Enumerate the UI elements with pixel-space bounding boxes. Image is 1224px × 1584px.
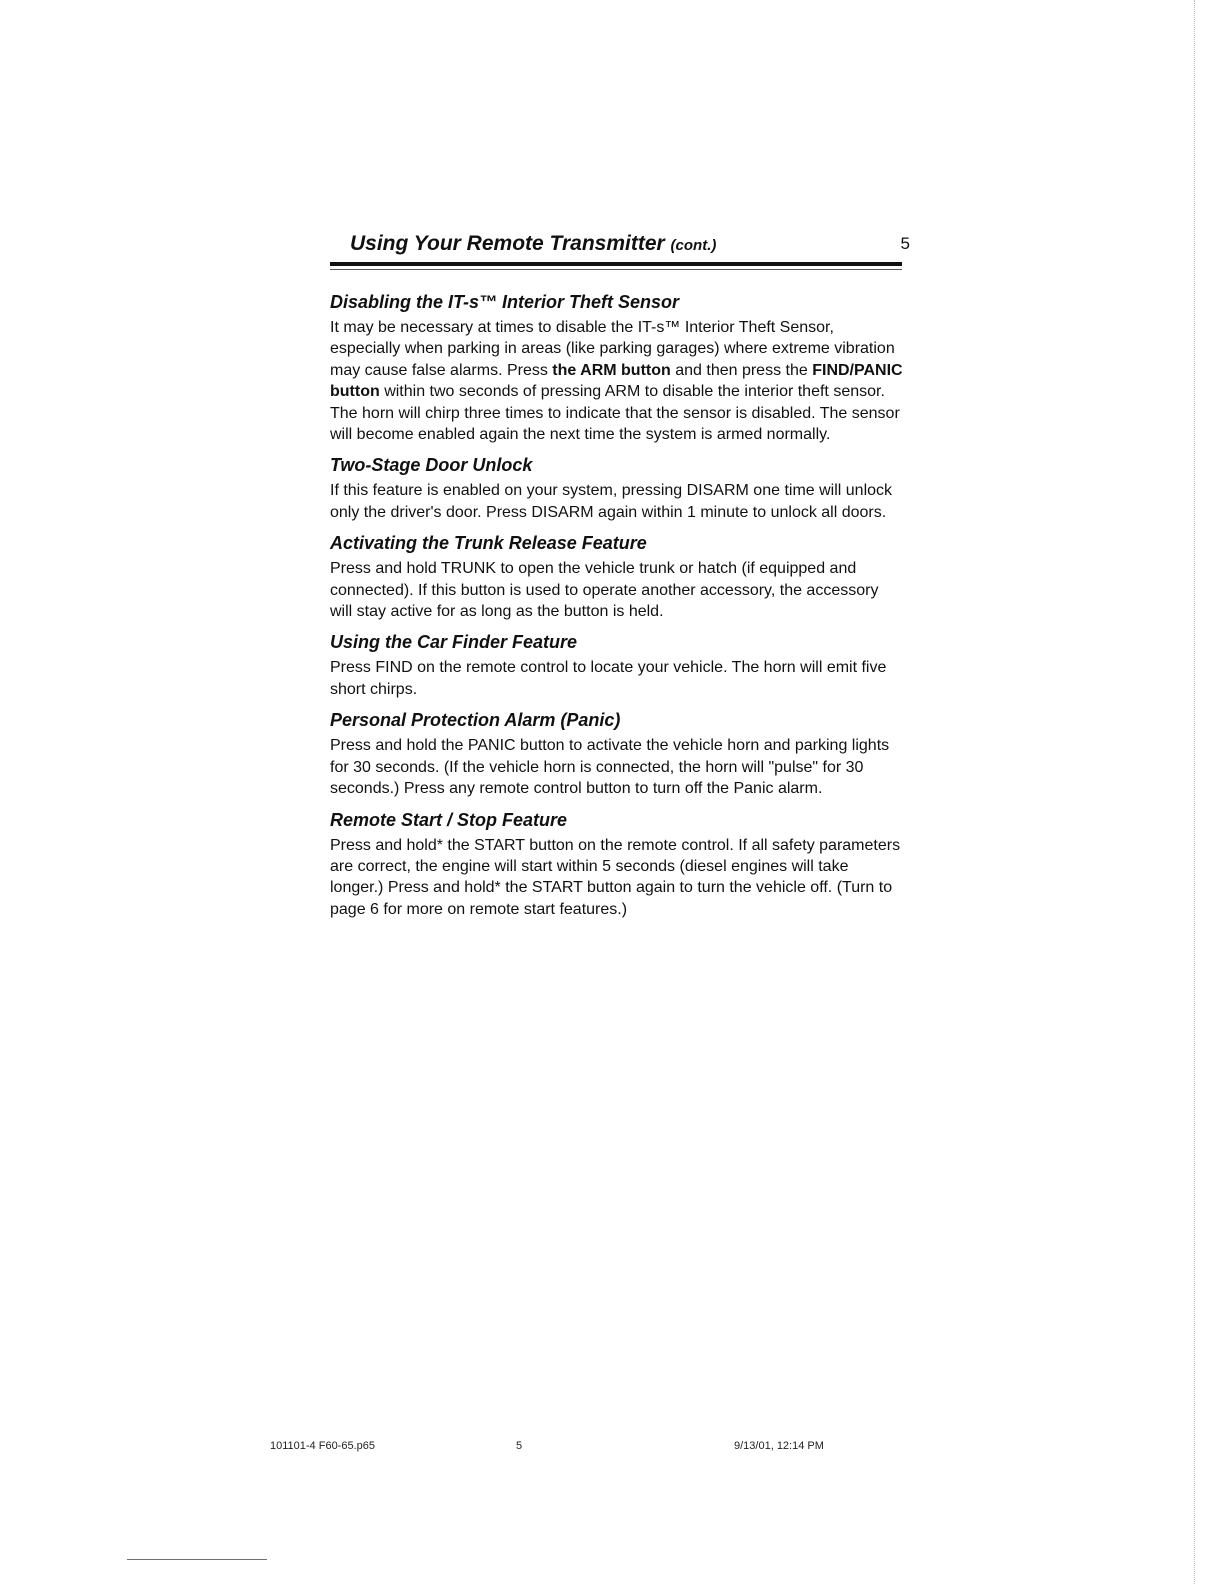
header-rule-thick [330,262,902,266]
body-text: within two seconds of pressing ARM to disable the interior theft sensor. The horn will chirp three times to indicate that the sensor is disabled. The sensor will become enabled again the next time the system is armed normally. [330,383,900,444]
footer-timestamp: 9/13/01, 12:14 PM [734,1440,824,1452]
page-title [350,232,716,256]
page-edge-line [1194,0,1196,1584]
section-body: Press and hold TRUNK to open the vehicle trunk or hatch (if equipped and connected). If this button is used to operate another accessory, the accessory will stay active for as long as the button is held. [330,560,879,621]
section-body: Press and hold the PANIC button to activate the vehicle horn and parking lights for 30 seconds. (If the vehicle horn is connected, the horn will "pulse" for 30 seconds.) Press any remote control button to turn off the Panic alarm. [330,737,890,798]
section-body: If this feature is enabled on your system, pressing DISARM one time will unlock only the driver's door. Press DISARM again within 1 minute to unlock all doors. [330,482,893,521]
footer-file-name: 101101-4 F60-65.p65 [270,1440,375,1452]
section-body: Press FIND on the remote control to locate your vehicle. The horn will emit five short chirps. [330,659,887,698]
body-bold-arm-button: the ARM button [552,361,671,379]
header-rule-thin [330,269,902,270]
page-number: 5 [900,234,910,253]
section-heading: Disabling the IT-s™ Interior Theft Sensor [330,292,680,312]
bottom-link-line [127,1559,267,1560]
section-body: Press and hold* the START button on the remote control. If all safety parameters are correct, the engine will start within 5 seconds (diesel engines will take longer.) Press and hold* the START button again to turn the vehicle off. (Turn to page 6 for more on remote start features.) [330,836,901,918]
section-two-stage-unlock [330,453,905,523]
section-heading: Personal Protection Alarm (Panic) [330,710,621,731]
section-heading: Two-Stage Door Unlock [330,455,533,476]
page-title-subtitle: (cont.) [670,237,717,254]
section-heading: Remote Start / Stop Feature [330,809,568,830]
section-disabling-sensor [330,290,905,445]
footer-page-number: 5 [516,1440,523,1452]
section-car-finder [330,630,905,700]
body-bold-find-panic-button: FIND/PANIC button [330,361,903,401]
section-heading: Using the Car Finder Feature [330,632,578,653]
section-panic-alarm [330,708,905,799]
main-content [330,290,905,928]
section-heading: Activating the Trunk Release Feature [330,533,647,554]
body-text: and then press the [670,361,813,379]
section-remote-start [330,808,905,921]
page-title-text: Using Your Remote Transmitter [350,232,665,255]
section-body [330,317,905,445]
body-text: It may be necessary at times to disable the IT-s™ Interior Theft Sensor, especially when parking in areas (like parking garages) where extreme vibration may cause false alarms. Press [330,319,895,379]
section-trunk-release [330,531,905,622]
